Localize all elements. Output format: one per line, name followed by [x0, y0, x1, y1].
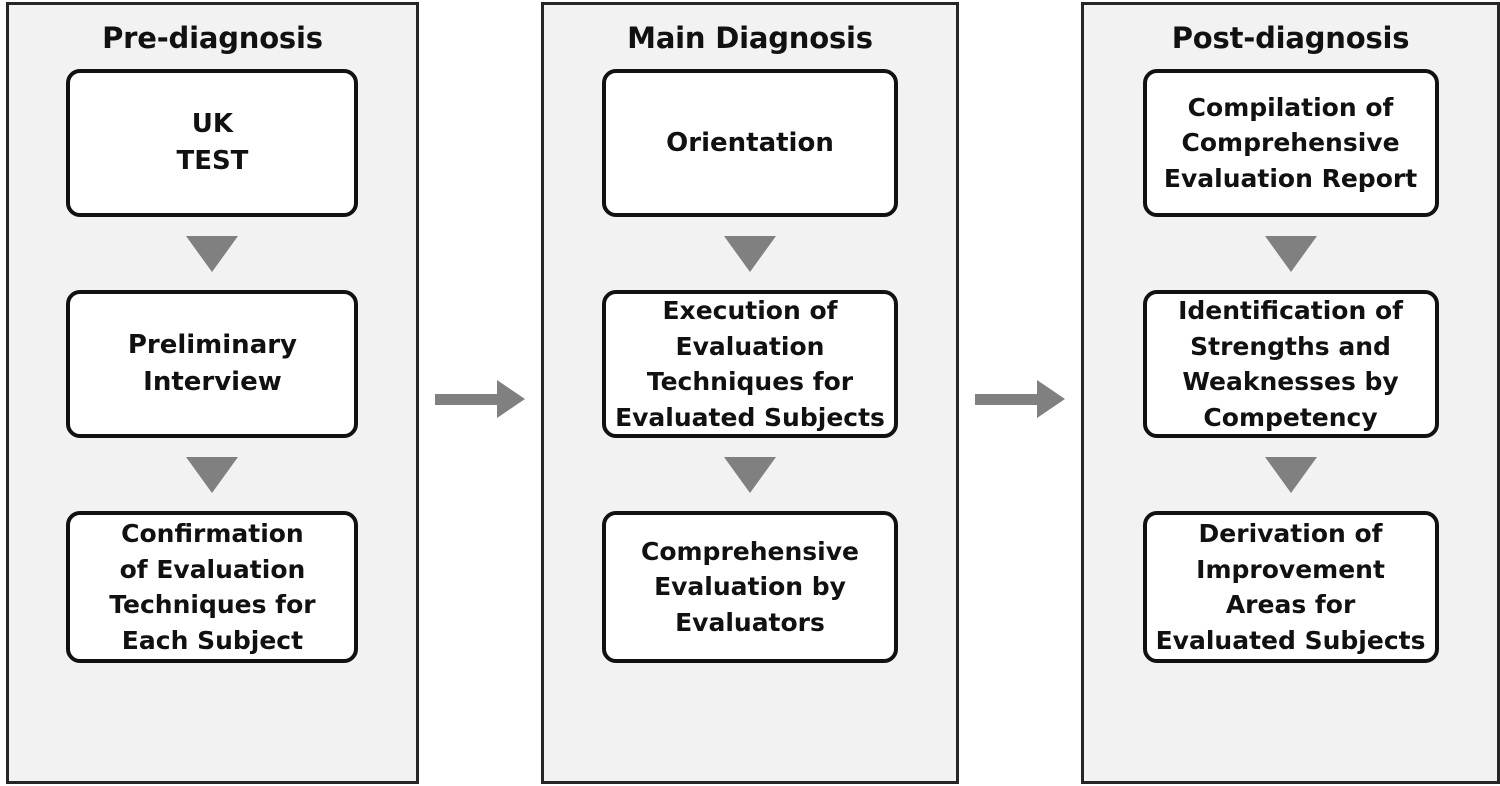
- node-line: Interview: [143, 367, 282, 397]
- node-line: Strengths and: [1190, 331, 1391, 361]
- node-line: Competency: [1203, 402, 1378, 432]
- node-preliminary-interview: [66, 290, 358, 438]
- node-line: Techniques for: [646, 367, 854, 396]
- arrow-shaft: [435, 394, 497, 405]
- arrow-head: [497, 380, 525, 418]
- connector-pre-to-main: [419, 2, 541, 784]
- arrow-shaft: [975, 394, 1037, 405]
- node-line: Areas for: [1225, 590, 1356, 619]
- node-line: Improvement: [1196, 554, 1385, 584]
- column-title-pre-diagnosis: Pre-diagnosis: [102, 21, 323, 55]
- node-line: Comprehensive: [640, 536, 859, 566]
- node-uk-test: [66, 69, 358, 217]
- node-execution-of-evaluation-techniques: [602, 290, 898, 438]
- right-arrow-icon: [435, 380, 525, 418]
- down-arrow-icon: [1265, 457, 1317, 493]
- down-arrow-icon: [186, 236, 238, 272]
- node-comprehensive-evaluation-by-evaluators: [602, 511, 898, 663]
- right-arrow-icon: [975, 380, 1065, 418]
- node-line: of Evaluation: [119, 554, 306, 584]
- node-line: Evaluation: [675, 331, 825, 361]
- column-title-main-diagnosis: Main Diagnosis: [627, 21, 873, 55]
- down-arrow-icon: [724, 236, 776, 272]
- node-line: Execution of: [662, 296, 838, 325]
- node-line: Preliminary: [127, 330, 298, 361]
- node-line: Evaluated Subjects: [615, 402, 885, 432]
- down-arrow-icon: [724, 457, 776, 493]
- node-line: Orientation: [666, 127, 834, 158]
- column-pre-diagnosis: [6, 2, 419, 784]
- node-confirmation-of-evaluation-techniques: [66, 511, 358, 663]
- node-derivation-of-improvement-areas: [1143, 511, 1439, 663]
- node-line: Compilation of: [1187, 92, 1394, 122]
- node-line: TEST: [176, 146, 249, 176]
- node-line: Each Subject: [121, 625, 304, 655]
- down-arrow-icon: [186, 457, 238, 493]
- column-main-diagnosis: [541, 2, 960, 784]
- node-line: UK: [191, 109, 234, 140]
- node-line: Comprehensive: [1181, 128, 1400, 158]
- down-arrow-icon: [1265, 236, 1317, 272]
- arrow-head: [1037, 380, 1065, 418]
- node-line: Evaluation by: [654, 572, 846, 602]
- column-post-diagnosis: [1081, 2, 1500, 784]
- node-orientation: [602, 69, 898, 217]
- connector-main-to-post: [959, 2, 1081, 784]
- node-compilation-of-comprehensive-evaluation-report: [1143, 69, 1439, 217]
- node-line: Evaluators: [675, 607, 825, 637]
- column-title-post-diagnosis: Post-diagnosis: [1171, 21, 1410, 55]
- node-line: Techniques for: [109, 590, 316, 619]
- node-identification-of-strengths-and-weaknesses: [1143, 290, 1439, 438]
- node-line: Derivation of: [1198, 519, 1383, 548]
- node-line: Evaluation Report: [1163, 163, 1418, 193]
- node-line: Evaluated Subjects: [1155, 625, 1426, 655]
- node-line: Weaknesses by: [1182, 367, 1399, 396]
- node-line: Confirmation: [121, 519, 304, 548]
- node-line: Identification of: [1178, 296, 1404, 325]
